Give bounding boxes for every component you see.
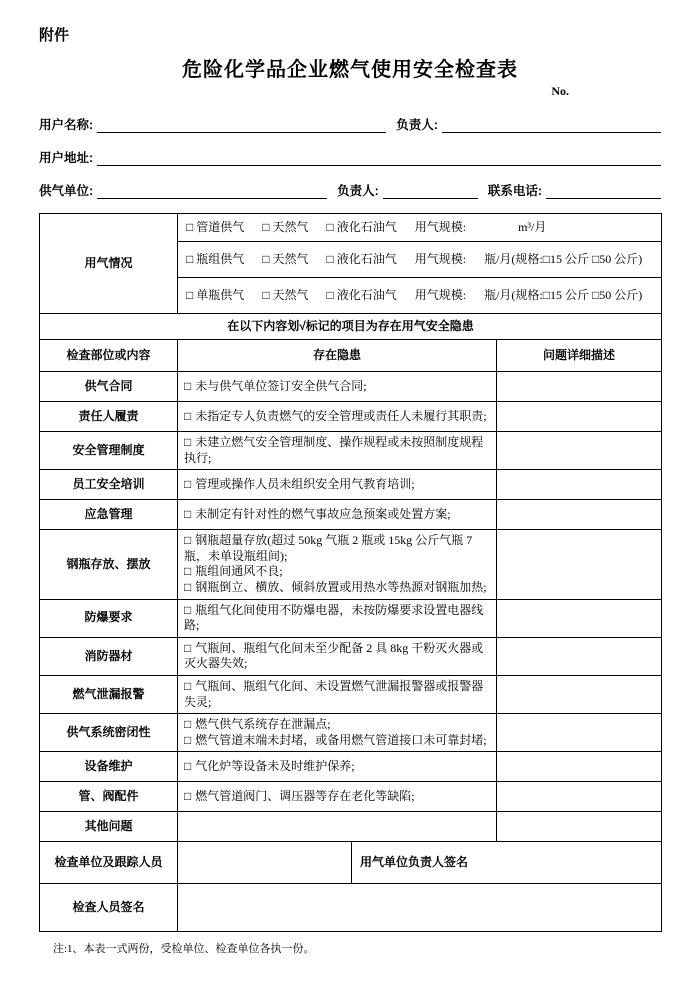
manager-field-2[interactable]: [383, 184, 478, 199]
inspect-unit-blank[interactable]: [178, 842, 352, 883]
hazard-cell: [178, 599, 497, 637]
checkbox-icon[interactable]: □: [184, 435, 192, 449]
description-cell[interactable]: [497, 714, 662, 752]
gas-scale-label: 用气规模:: [414, 219, 467, 234]
table-row: [40, 530, 662, 599]
hazard-text: 未与供气单位签订安全供气合同;: [195, 378, 367, 393]
checkbox-icon[interactable]: □: [184, 476, 192, 491]
hazard-item: [184, 759, 490, 775]
inspector-sign-label: 检查人员签名: [40, 884, 178, 932]
user-address-field[interactable]: [97, 151, 661, 166]
inspection-rows: [40, 372, 662, 842]
table-row: [40, 470, 662, 500]
hazard-text: 燃气管道末端未封堵，或备用燃气管道接口未可靠封堵;: [195, 732, 487, 747]
checkbox-icon[interactable]: □: [184, 789, 192, 804]
user-name-row: [39, 113, 661, 133]
hazard-text: 燃气供气系统存在泄漏点;: [195, 717, 331, 732]
inspect-unit-cell: [178, 842, 662, 884]
gas-pipeline-cell[interactable]: [178, 214, 662, 242]
description-cell[interactable]: [497, 675, 662, 713]
hazard-cell: [178, 500, 497, 530]
description-cell[interactable]: [497, 432, 662, 470]
supplier-row: [39, 179, 661, 199]
no-row: [39, 84, 661, 100]
hazard-cell: [178, 812, 497, 842]
notice-text: 在以下内容划√标记的项目为存在用气安全隐患: [40, 314, 662, 340]
hazard-text: 未制定有针对性的燃气事故应急预案或处置方案;: [195, 506, 451, 521]
checkbox-icon[interactable]: □: [184, 602, 192, 617]
table-row: [40, 782, 662, 812]
footer-rows: [40, 842, 662, 932]
description-cell[interactable]: [497, 812, 662, 842]
row-label: 应急管理: [40, 500, 178, 530]
hazard-item: [184, 789, 490, 805]
table-row: [40, 599, 662, 637]
inspector-sign-cell[interactable]: [178, 884, 662, 932]
checkbox-icon[interactable]: □: [184, 533, 192, 548]
table-row: [40, 372, 662, 402]
hazard-text: 燃气管道阀门、调压器等存在老化等缺陷;: [195, 789, 415, 804]
row-label: 员工安全培训: [40, 470, 178, 500]
hazard-text: 未建立燃气安全管理制度、操作规程或未按照制度规程执行;: [184, 435, 484, 465]
hazard-cell: [178, 714, 497, 752]
supplier-label: 供气单位:: [39, 184, 94, 198]
no-label: No.: [551, 84, 569, 98]
checkbox-icon[interactable]: □: [184, 717, 192, 732]
attachment-label: 附件: [39, 27, 70, 44]
gas-usage-label: 用气情况: [40, 214, 178, 314]
row-label: 防爆要求: [40, 599, 178, 637]
gas-bottle-group-cell[interactable]: [178, 242, 662, 278]
hazard-item: [184, 580, 490, 596]
row-label: 安全管理制度: [40, 432, 178, 470]
col-header-hazard: 存在隐患: [178, 340, 497, 372]
hazard-cell: [178, 372, 497, 402]
hazard-text: 钢瓶倒立、横放、倾斜放置或用热水等热源对钢瓶加热;: [195, 579, 487, 594]
table-row: [40, 812, 662, 842]
table-header-row: [40, 340, 662, 372]
hazard-text: 瓶组间通风不良;: [195, 564, 283, 579]
description-cell[interactable]: [497, 782, 662, 812]
checkbox-icon[interactable]: □: [184, 579, 192, 594]
row-label: 钢瓶存放、摆放: [40, 530, 178, 599]
table-row: [40, 432, 662, 470]
description-cell[interactable]: [497, 530, 662, 599]
hazard-item: [184, 679, 490, 710]
row-label: 供气系统密闭性: [40, 714, 178, 752]
gas-scale-label: 用气规模:: [414, 287, 467, 302]
notice-row: [40, 314, 662, 340]
row-label: 其他问题: [40, 812, 178, 842]
manager-label-2: 负责人:: [337, 184, 379, 198]
gas-row-pipeline: [40, 214, 662, 242]
description-cell[interactable]: [497, 402, 662, 432]
hazard-cell: [178, 752, 497, 782]
gas-scale-unit: 瓶/月(规格:□15 公斤 □50 公斤): [484, 251, 643, 266]
table-row: [40, 637, 662, 675]
hazard-item: [184, 435, 490, 466]
hazard-cell: [178, 637, 497, 675]
user-address-label: 用户地址:: [39, 151, 94, 165]
inspector-sign-row: [40, 884, 662, 932]
checkbox-icon[interactable]: □: [184, 678, 192, 693]
row-label: 责任人履责: [40, 402, 178, 432]
gas-scale-unit: m³/月: [518, 219, 547, 234]
checkbox-icon[interactable]: □: [184, 732, 192, 747]
hazard-text: 钢瓶超量存放(超过 50kg 气瓶 2 瓶或 15kg 公斤气瓶 7 瓶，未单设瓶组间);: [184, 533, 473, 563]
description-cell[interactable]: [497, 637, 662, 675]
row-label: 设备维护: [40, 752, 178, 782]
hazard-item: [184, 533, 490, 564]
gas-section: [40, 214, 662, 372]
gas-option: □ 液化石油气: [326, 287, 397, 302]
hazard-item: [184, 409, 490, 425]
hazard-item: [184, 507, 490, 523]
hazard-cell: [178, 782, 497, 812]
gas-scale-unit: 瓶/月(规格:□15 公斤 □50 公斤): [484, 287, 643, 302]
phone-label: 联系电话:: [487, 184, 543, 198]
hazard-item: [184, 717, 490, 733]
gas-option: □ 天然气: [262, 219, 309, 234]
hazard-cell: [178, 470, 497, 500]
user-name-label: 用户名称:: [39, 118, 94, 132]
checkbox-icon[interactable]: □: [184, 640, 192, 655]
row-label: 供气合同: [40, 372, 178, 402]
hazard-cell: [178, 402, 497, 432]
row-label: 消防器材: [40, 637, 178, 675]
hazard-text: 瓶组气化间使用不防爆电器，未按防爆要求设置电器线路;: [184, 602, 484, 633]
gas-option: □ 液化石油气: [326, 219, 397, 234]
user-sign-label: 用气单位负责人签名: [360, 855, 469, 870]
checkbox-icon[interactable]: □: [184, 564, 192, 579]
manager-field-1[interactable]: [442, 118, 661, 133]
description-cell[interactable]: [497, 500, 662, 530]
hazard-text: 气瓶间、瓶组气化间未至少配备 2 具 8kg 干粉灭火器或灭火器失效;: [184, 640, 484, 671]
table-row: [40, 500, 662, 530]
checkbox-icon[interactable]: □: [184, 759, 192, 774]
user-address-row: [39, 146, 661, 166]
hazard-item: [184, 603, 490, 634]
table-row: [40, 675, 662, 713]
hazard-text: 未指定专人负责燃气的安全管理或责任人未履行其职责;: [195, 408, 487, 423]
hazard-item: [184, 477, 490, 493]
supplier-field[interactable]: [97, 184, 327, 199]
hazard-text: 管理或操作人员未组织安全用气教育培训;: [195, 476, 415, 491]
gas-option: □ 单瓶供气: [186, 287, 245, 302]
description-cell[interactable]: [497, 752, 662, 782]
user-name-field[interactable]: [97, 118, 386, 133]
gas-option: □ 天然气: [262, 251, 309, 266]
gas-option: □ 天然气: [262, 287, 309, 302]
row-label: 管、阀配件: [40, 782, 178, 812]
checkbox-icon[interactable]: □: [184, 408, 192, 423]
hazard-item: [184, 641, 490, 672]
hazard-text: 气瓶间、瓶组气化间、未设置燃气泄漏报警器或报警器失灵;: [184, 678, 484, 709]
hazard-cell: [178, 530, 497, 599]
row-label: 燃气泄漏报警: [40, 675, 178, 713]
gas-scale-label: 用气规模:: [414, 251, 467, 266]
table-row: [40, 752, 662, 782]
checkbox-icon[interactable]: □: [184, 378, 192, 393]
table-row: [40, 402, 662, 432]
gas-option: □ 管道供气: [186, 219, 245, 234]
page-title: 危险化学品企业燃气使用安全检查表: [182, 59, 518, 81]
hazard-item: [184, 564, 490, 580]
hazard-item: [184, 733, 490, 749]
checkbox-icon[interactable]: □: [184, 506, 192, 521]
hazard-cell: [178, 675, 497, 713]
description-cell[interactable]: [497, 372, 662, 402]
hazard-cell: [178, 432, 497, 470]
description-cell[interactable]: [497, 599, 662, 637]
inspection-table: [39, 213, 662, 932]
inspect-unit-label: 检查单位及跟踪人员: [40, 842, 178, 884]
gas-single-bottle-cell[interactable]: [178, 278, 662, 314]
col-header-part: 检查部位或内容: [40, 340, 178, 372]
gas-option: □ 液化石油气: [326, 251, 397, 266]
gas-option: □ 瓶组供气: [186, 251, 245, 266]
description-cell[interactable]: [497, 470, 662, 500]
footer-note: 注:1、本表一式两份，受检单位、检查单位各执一份。: [53, 943, 315, 956]
manager-label-1: 负责人:: [396, 118, 438, 132]
hazard-item: [184, 379, 490, 395]
col-header-description: 问题详细描述: [497, 340, 662, 372]
phone-field[interactable]: [546, 184, 661, 199]
hazard-text: 气化炉等设备未及时维护保养;: [195, 759, 355, 774]
table-row: [40, 714, 662, 752]
inspect-unit-row: [40, 842, 662, 884]
